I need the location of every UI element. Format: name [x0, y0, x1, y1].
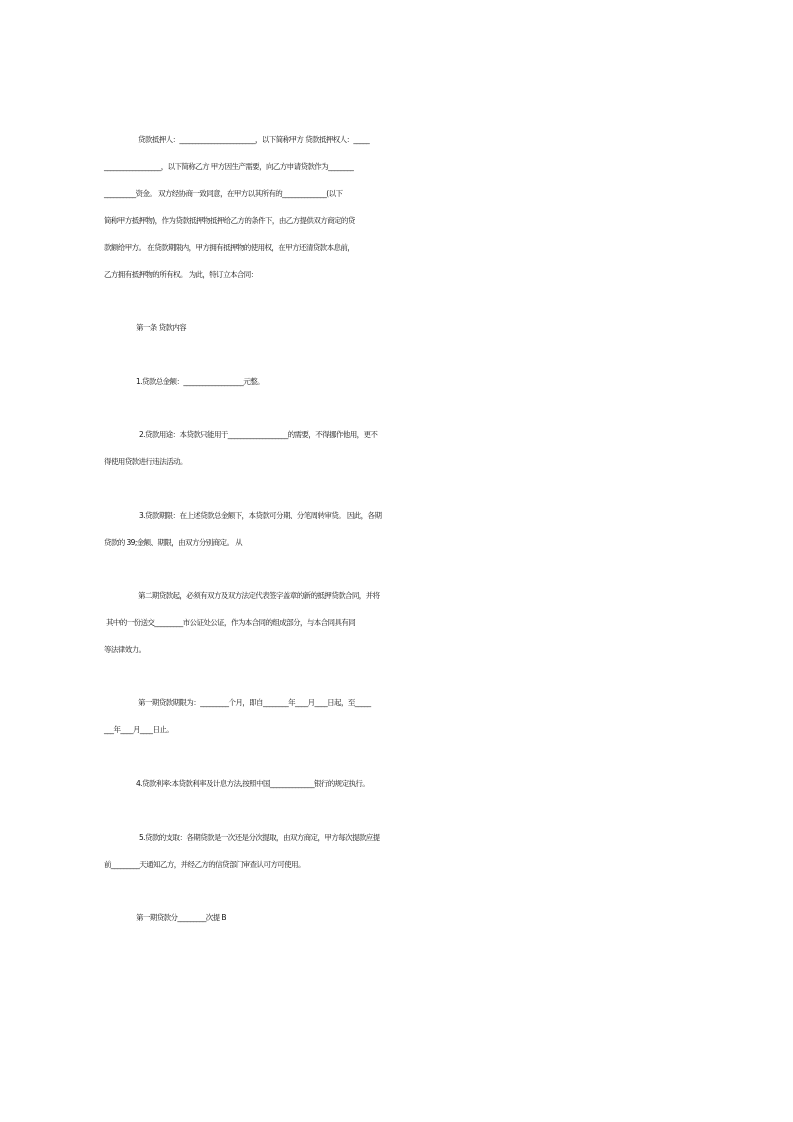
article-heading: 第一条 贷款内容	[136, 323, 187, 332]
paragraph-line: 乙方拥有抵押物的所有权。 为此，特订立本合同：	[104, 270, 258, 279]
clause-line: 5.贷款的支取：各期贷款是一次还是分次提取，由双方商定，甲方每次提款应提	[139, 833, 380, 842]
clause-line: 3.贷款期限：在上述贷款总金额下，本贷款可分期、分笔周转审贷。 因此，各期	[139, 511, 382, 520]
clause-line: 1.贷款总金额：___________________元整。	[136, 377, 264, 386]
paragraph-line: 贷款抵押人：________________________，以下简称甲方 贷款抵押权人：_____	[138, 135, 370, 144]
paragraph-line: 等法律效力。	[104, 645, 146, 654]
clause-line: 4.贷款利率:本贷款利率及计息方法,按照中国______________银行的规定执行。	[136, 779, 370, 788]
paragraph-line: 款额给甲方。 在贷款期限内，甲方拥有抵押物的使用权，在甲方还清贷款本息前，	[104, 243, 355, 252]
paragraph-line: ___年____月____日止。	[104, 725, 174, 734]
clause-line: 2.贷款用途：本贷款只能用于___________________的需要，不得挪作他用，更不	[139, 430, 378, 439]
paragraph-line: __________________，以下简称乙方 甲方因生产需要，向乙方申请贷款作为________	[104, 162, 354, 171]
paragraph-line: 第一期贷款期限为：_________个月，即自________年____月____日起，至_____	[138, 698, 371, 707]
clause-line: 前_________天通知乙方，并经乙方的信贷部门审查认可方可使用。	[104, 860, 305, 869]
paragraph-line: __________资金。 双方经协商一致同意，在甲方以其所有的______________(以下	[104, 189, 343, 198]
paragraph-line: 其中的一份送交_________市公证处公证，作为本合同的组成部分，与本合同具有同	[106, 618, 356, 627]
paragraph-line: 第二期贷款起，必须有双方及双方法定代表签字盖章的新的抵押贷款合同，并将	[138, 591, 380, 600]
paragraph-line: 第一期贷款分_________次提 B	[136, 913, 226, 922]
clause-line: 贷款的 39;金额、期限，由双方分别商定。 从	[104, 538, 243, 547]
clause-line: 得使用贷款进行违法活动。	[104, 457, 187, 466]
paragraph-line: 简称甲方抵押物)，作为贷款抵押物抵押给乙方的条件下，由乙方提供双方商定的贷	[104, 216, 355, 225]
